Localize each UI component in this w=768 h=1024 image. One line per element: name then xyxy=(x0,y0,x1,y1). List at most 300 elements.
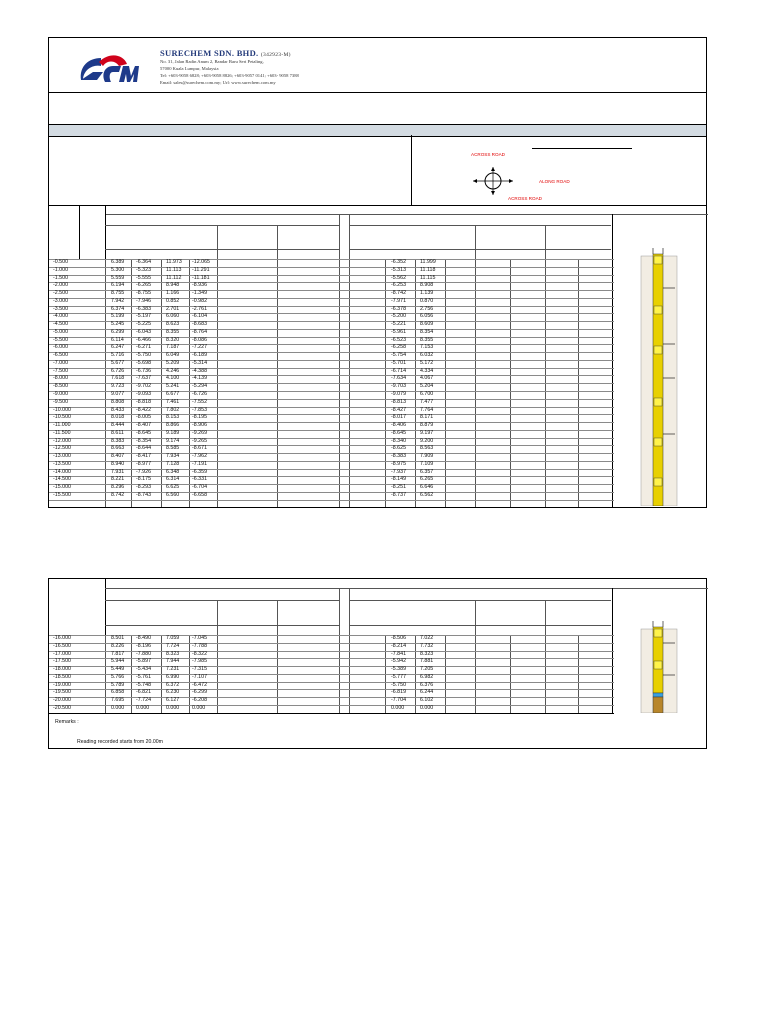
reading-cell: 7.059 xyxy=(166,635,180,641)
table-row xyxy=(49,469,614,477)
reading-cell: 8.320 xyxy=(166,336,180,343)
reading-cell: 5.766 xyxy=(111,673,125,680)
table-row xyxy=(49,476,614,484)
reading-cell: 6.060 xyxy=(166,313,180,320)
reading-cell: 5.241 xyxy=(166,383,180,390)
depth-cell: -10.500 xyxy=(53,414,71,421)
reading-cell: 9.077 xyxy=(111,391,125,398)
depth-cell: -16.500 xyxy=(53,642,71,649)
table-row xyxy=(49,438,614,446)
depth-cell: -4.500 xyxy=(53,321,69,328)
reading-cell: 6.560 xyxy=(166,491,180,498)
reading-cell: 7.618 xyxy=(111,375,125,382)
table-row xyxy=(49,391,614,399)
table-row xyxy=(49,651,614,659)
company-logo-icon xyxy=(79,50,139,88)
reading-cell: -8.906 xyxy=(192,422,208,429)
depth-cell: -4.000 xyxy=(53,313,69,320)
reading-cell: -5.197 xyxy=(136,313,152,320)
reading-cell: 6.114 xyxy=(111,336,124,343)
reading-cell: -5.754 xyxy=(391,352,407,359)
reading-cell: 4.246 xyxy=(166,367,180,374)
reading-cell: -5.701 xyxy=(391,359,407,366)
reading-cell: 6.230 xyxy=(166,689,180,696)
reading-cell: -8.764 xyxy=(192,328,208,335)
data-sheet-page-1 xyxy=(48,37,707,508)
reading-cell: -8.490 xyxy=(136,635,152,641)
reading-cell: -8.149 xyxy=(391,476,407,483)
reading-cell: -5.942 xyxy=(391,658,407,665)
table-row xyxy=(49,407,614,415)
table-row xyxy=(49,368,614,376)
reading-cell: -6.258 xyxy=(391,344,407,351)
reading-cell: 0.000 xyxy=(391,704,405,711)
reading-cell: 6.056 xyxy=(420,313,434,320)
reading-cell: 7.942 xyxy=(111,297,125,304)
reading-cell: -7.634 xyxy=(391,375,407,382)
reading-cell: 6.265 xyxy=(420,476,434,483)
reading-cell: 8.153 xyxy=(166,414,180,421)
reading-cell: 0.000 xyxy=(420,704,434,711)
reading-cell: -8.743 xyxy=(136,491,152,498)
reading-cell: -7.946 xyxy=(136,297,152,304)
reading-cell: 5.209 xyxy=(166,359,180,366)
reading-cell: 8.433 xyxy=(111,406,125,413)
reading-cell: -8.645 xyxy=(136,429,152,436)
reading-cell: 11.118 xyxy=(420,266,436,273)
reading-cell: -6.704 xyxy=(192,484,208,491)
table-row xyxy=(49,383,614,391)
reading-cell: 8.501 xyxy=(111,635,125,641)
reading-cell: 9.197 xyxy=(420,429,434,436)
reading-cell: 6.032 xyxy=(420,352,434,359)
reading-cell: 7.944 xyxy=(166,658,180,665)
reading-cell: 6.677 xyxy=(166,391,180,398)
reading-cell: -0.982 xyxy=(192,297,208,304)
reading-cell: -6.821 xyxy=(136,689,152,696)
table-row xyxy=(49,306,614,314)
depth-cell: -1.500 xyxy=(53,274,69,281)
depth-cell: -2.500 xyxy=(53,290,69,297)
depth-cell: -6.000 xyxy=(53,344,69,351)
reading-cell: 6.244 xyxy=(420,689,434,696)
reading-cell: 7.909 xyxy=(420,453,434,460)
reading-cell: 7.477 xyxy=(420,398,434,405)
reading-cell: -6.104 xyxy=(192,313,208,320)
reading-cell: 8.585 xyxy=(166,445,180,452)
depth-cell: -16.000 xyxy=(53,635,71,641)
reading-cell: 6.700 xyxy=(420,391,434,398)
reading-cell: 7.802 xyxy=(166,406,180,413)
reading-cell: -8.975 xyxy=(391,460,407,467)
reading-cell: -6.299 xyxy=(192,689,208,696)
reading-cell: 7.022 xyxy=(420,635,434,641)
reading-cell: -5.562 xyxy=(391,274,407,281)
table-row xyxy=(49,275,614,283)
depth-cell: -20.500 xyxy=(53,704,71,711)
reading-cell: 6.247 xyxy=(111,344,125,351)
depth-cell: -14.500 xyxy=(53,476,71,483)
reading-cell: -6.352 xyxy=(391,259,407,265)
depth-cell: -8.500 xyxy=(53,383,69,390)
reading-cell: 0.000 xyxy=(111,704,125,711)
table-row xyxy=(49,422,614,430)
reading-cell: -8.742 xyxy=(391,290,407,297)
reading-cell: -6.364 xyxy=(136,259,152,265)
table-row xyxy=(49,666,614,674)
table-row xyxy=(49,658,614,666)
reading-cell: -4.139 xyxy=(192,375,208,382)
table-row xyxy=(49,430,614,438)
reading-cell: 5.204 xyxy=(420,383,434,390)
reading-cell: 6.376 xyxy=(420,681,434,688)
reading-cell: 8.755 xyxy=(111,290,125,297)
reading-cell: 5.300 xyxy=(111,266,125,273)
reading-cell: -5.777 xyxy=(391,673,407,680)
reading-cell: 8.171 xyxy=(420,414,434,421)
depth-cell: -12.500 xyxy=(53,445,71,452)
depth-cell: -12.000 xyxy=(53,437,71,444)
reading-cell: -8.293 xyxy=(136,484,152,491)
reading-cell: -5.748 xyxy=(136,681,152,688)
reading-cell: -6.189 xyxy=(192,352,208,359)
reading-cell: -7.985 xyxy=(192,658,208,665)
reading-cell: 8.355 xyxy=(420,336,434,343)
depth-cell: -18.500 xyxy=(53,673,71,680)
depth-cell: -3.500 xyxy=(53,305,69,312)
table-row xyxy=(49,689,614,697)
table-row xyxy=(49,643,614,651)
table-row xyxy=(49,337,614,345)
reading-cell: 7.109 xyxy=(420,460,434,467)
reading-cell: -8.645 xyxy=(391,429,407,436)
divider xyxy=(49,92,706,93)
reading-cell: -9.269 xyxy=(192,429,208,436)
table-row xyxy=(49,313,614,321)
reading-cell: -8.683 xyxy=(192,321,208,328)
table-row xyxy=(49,682,614,690)
reading-cell: 5.199 xyxy=(111,313,125,320)
reading-cell: 8.611 xyxy=(111,429,124,436)
reading-cell: -7.191 xyxy=(192,460,208,467)
depth-cell: -9.000 xyxy=(53,391,69,398)
direction-label-across-top: ACROSS ROAD xyxy=(471,152,505,157)
table-row xyxy=(49,484,614,492)
reading-cell: 7.153 xyxy=(420,344,434,351)
reading-cell: -6.378 xyxy=(391,305,407,312)
table-row xyxy=(49,352,614,360)
reading-cell: -8.322 xyxy=(192,650,208,657)
table-row xyxy=(49,445,614,453)
reading-cell: -8.005 xyxy=(136,414,152,421)
reading-cell: 8.908 xyxy=(420,282,434,289)
reading-cell: 5.677 xyxy=(111,359,125,366)
reading-cell: -8.813 xyxy=(391,398,407,405)
reading-cell: 8.444 xyxy=(111,422,125,429)
reading-cell: -5.555 xyxy=(136,274,152,281)
reading-cell: 11.113 xyxy=(166,266,182,273)
reading-cell: 0.000 xyxy=(192,704,206,711)
reading-cell: -8.977 xyxy=(136,460,152,467)
reading-cell: -8.195 xyxy=(192,414,208,421)
reading-cell: -8.017 xyxy=(391,414,407,421)
reading-cell: -7.937 xyxy=(391,468,407,475)
reading-cell: -11.181 xyxy=(192,274,210,281)
reading-cell: 8.383 xyxy=(111,437,125,444)
reading-cell: 7.128 xyxy=(166,460,180,467)
reading-cell: -7.045 xyxy=(192,635,208,641)
depth-cell: -8.000 xyxy=(53,375,69,382)
reading-cell: -5.314 xyxy=(192,359,208,366)
reading-cell: -5.225 xyxy=(136,321,152,328)
reading-cell: -8.196 xyxy=(136,642,152,649)
reading-cell: -8.422 xyxy=(136,406,152,413)
reading-cell: 5.449 xyxy=(111,666,125,673)
section-header-band xyxy=(49,124,706,137)
depth-cell: -7.000 xyxy=(53,359,69,366)
reading-cell: 6.374 xyxy=(111,305,125,312)
reading-cell: 0.000 xyxy=(166,704,180,711)
reading-cell: -8.175 xyxy=(136,476,152,483)
reading-cell: 7.764 xyxy=(420,406,434,413)
depth-cell: -7.500 xyxy=(53,367,69,374)
depth-cell: -2.000 xyxy=(53,282,69,289)
data-table-1 xyxy=(49,259,614,501)
reading-cell: 5.559 xyxy=(111,274,125,281)
reading-cell: -6.383 xyxy=(136,305,152,312)
table-bottom-rule xyxy=(49,500,614,501)
reading-cell: 7.817 xyxy=(111,650,125,657)
reading-cell: 8.663 xyxy=(111,445,125,452)
reading-cell: 8.808 xyxy=(111,398,125,405)
reading-cell: 8.226 xyxy=(111,642,125,649)
reading-cell: -9.703 xyxy=(391,383,407,390)
reading-cell: -7.880 xyxy=(136,650,152,657)
reading-cell: 8.866 xyxy=(166,422,180,429)
reading-cell: 8.354 xyxy=(420,328,434,335)
reading-cell: 9.189 xyxy=(166,429,180,436)
reading-cell: 9.200 xyxy=(420,437,434,444)
reading-cell: 1.166 xyxy=(166,290,180,297)
reading-cell: 7.724 xyxy=(166,642,180,649)
depth-cell: -3.000 xyxy=(53,297,69,304)
company-address-1: No. 31, Jalan Radin Anum 2, Bandar Baru Seri Petaling, xyxy=(160,59,264,64)
reading-cell: -6.658 xyxy=(192,491,208,498)
reading-cell: 7.732 xyxy=(420,642,434,649)
table-row xyxy=(49,321,614,329)
reading-cell: -7.971 xyxy=(391,297,407,304)
reading-cell: 8.323 xyxy=(420,650,434,657)
reading-cell: 2.756 xyxy=(420,305,434,312)
reading-cell: 11.112 xyxy=(166,274,182,281)
direction-label-along: ALONG ROAD xyxy=(539,179,570,184)
reading-cell: 4.100 xyxy=(166,375,180,382)
reading-cell: 8.609 xyxy=(420,321,434,328)
divider xyxy=(411,135,412,205)
reading-cell: 11.115 xyxy=(420,274,436,281)
reading-cell: -8.755 xyxy=(136,290,152,297)
casing-profile-diagram xyxy=(639,248,679,506)
depth-cell: -11.500 xyxy=(53,429,71,436)
reading-cell: -7.788 xyxy=(192,642,208,649)
reading-cell: 6.990 xyxy=(166,673,180,680)
reading-cell: -8.644 xyxy=(136,445,152,452)
table-row xyxy=(49,282,614,290)
reading-cell: 2.701 xyxy=(166,305,180,312)
reading-cell: -5.750 xyxy=(391,681,407,688)
reading-cell: -1.349 xyxy=(192,290,208,297)
depth-cell: -13.000 xyxy=(53,453,71,460)
reading-cell: -8.506 xyxy=(391,635,407,641)
depth-cell: -9.500 xyxy=(53,398,69,405)
reading-cell: -7.227 xyxy=(192,344,208,351)
table-header xyxy=(49,205,708,259)
reading-cell: 6.299 xyxy=(111,328,125,335)
table-row xyxy=(49,298,614,306)
reading-cell: 6.102 xyxy=(420,697,434,704)
reading-cell: -5.200 xyxy=(391,313,407,320)
reading-cell: 7.881 xyxy=(420,658,434,665)
reading-cell: -7.962 xyxy=(192,453,208,460)
reading-cell: 5.789 xyxy=(111,681,125,688)
data-sheet-page-2 xyxy=(48,578,707,749)
reading-cell: -7.315 xyxy=(192,666,208,673)
reading-cell: 5.944 xyxy=(111,658,125,665)
reading-cell: 6.357 xyxy=(420,468,434,475)
reading-cell: 6.982 xyxy=(420,673,434,680)
reading-cell: 0.852 xyxy=(166,297,180,304)
reading-cell: -8.417 xyxy=(136,453,152,460)
reading-cell: -5.313 xyxy=(391,266,407,273)
reading-cell: 7.461 xyxy=(166,398,180,405)
reading-cell: -8.625 xyxy=(391,445,407,452)
depth-cell: -15.500 xyxy=(53,491,71,498)
reading-cell: 8.879 xyxy=(420,422,434,429)
reading-cell: 7.931 xyxy=(111,468,125,475)
table-row xyxy=(49,461,614,469)
depth-cell: -14.000 xyxy=(53,468,71,475)
reading-cell: 8.940 xyxy=(111,460,125,467)
reading-cell: 8.407 xyxy=(111,453,125,460)
reading-cell: -4.388 xyxy=(192,367,208,374)
reading-cell: 8.323 xyxy=(166,650,180,657)
reading-cell: 6.389 xyxy=(111,259,125,265)
reading-cell: -5.761 xyxy=(136,673,152,680)
reading-cell: 5.172 xyxy=(420,359,434,366)
table-row xyxy=(49,360,614,368)
reading-cell: -8.354 xyxy=(136,437,152,444)
reading-cell: 6.858 xyxy=(111,689,125,696)
reading-cell: -6.726 xyxy=(192,391,208,398)
reading-cell: -5.750 xyxy=(136,352,152,359)
reading-cell: 11.999 xyxy=(420,259,436,265)
reading-cell: -6.265 xyxy=(136,282,152,289)
reading-cell: -5.698 xyxy=(136,359,152,366)
depth-cell: -19.000 xyxy=(53,681,71,688)
reading-cell: -8.086 xyxy=(192,336,208,343)
depth-cell: -0.500 xyxy=(53,259,69,265)
reading-cell: 11.973 xyxy=(166,259,182,265)
reading-cell: 8.221 xyxy=(111,476,125,483)
table-row xyxy=(49,267,614,275)
reading-cell: -9.079 xyxy=(391,391,407,398)
reading-cell: 6.348 xyxy=(166,468,180,475)
reading-cell: 6.127 xyxy=(166,697,180,704)
reading-cell: -7.724 xyxy=(136,697,152,704)
casing-profile-icon xyxy=(639,248,679,506)
reading-cell: -7.552 xyxy=(192,398,208,405)
reading-cell: 9.723 xyxy=(111,383,125,390)
table-row xyxy=(49,453,614,461)
table-row xyxy=(49,375,614,383)
depth-cell: -6.500 xyxy=(53,352,69,359)
reading-cell: 6.625 xyxy=(166,484,180,491)
reading-cell: -5.961 xyxy=(391,328,407,335)
reading-cell: -5.434 xyxy=(136,666,152,673)
table-row xyxy=(49,705,614,713)
depth-cell: -1.000 xyxy=(53,266,69,273)
reading-cell: 6.562 xyxy=(420,491,434,498)
depth-cell: -15.000 xyxy=(53,484,71,491)
reading-cell: 7.205 xyxy=(420,666,434,673)
casing-profile-diagram-2 xyxy=(639,621,679,713)
reading-cell: -6.359 xyxy=(192,468,208,475)
reading-cell: -8.737 xyxy=(391,491,407,498)
reading-cell: -5.897 xyxy=(136,658,152,665)
reading-cell: -7.841 xyxy=(391,650,407,657)
table-row xyxy=(49,344,614,352)
reading-cell: 5.245 xyxy=(111,321,125,328)
depth-cell: -17.500 xyxy=(53,658,71,665)
casing-profile-icon xyxy=(639,621,679,713)
reading-cell: 6.726 xyxy=(111,367,125,374)
reading-cell: -2.761 xyxy=(192,305,208,312)
reading-cell: 0.870 xyxy=(420,297,434,304)
reading-cell: -12.065 xyxy=(192,259,210,265)
reading-cell: 6.314 xyxy=(166,476,180,483)
reading-cell: -9.093 xyxy=(136,391,152,398)
reading-cell: -8.383 xyxy=(391,453,407,460)
reading-cell: -6.466 xyxy=(136,336,152,343)
reading-cell: 4.334 xyxy=(420,367,434,374)
company-address-2: 57000 Kuala Lumpur, Malaysia xyxy=(160,66,219,71)
reading-cell: 5.716 xyxy=(111,352,125,359)
reading-cell: 6.194 xyxy=(111,282,125,289)
reading-cell: -7.853 xyxy=(192,406,208,413)
reading-cell: -7.926 xyxy=(136,468,152,475)
reading-cell: 8.296 xyxy=(111,484,125,491)
reading-cell: -7.637 xyxy=(136,375,152,382)
reading-cell: 7.231 xyxy=(166,666,180,673)
reading-cell: 6.372 xyxy=(166,681,180,688)
depth-cell: -11.000 xyxy=(53,422,71,429)
reading-cell: -6.253 xyxy=(391,282,407,289)
reading-cell: 8.742 xyxy=(111,491,125,498)
reading-cell: 7.695 xyxy=(111,697,125,704)
reading-cell: 9.174 xyxy=(166,437,180,444)
reading-cell: -6.523 xyxy=(391,336,407,343)
reading-cell: -5.323 xyxy=(136,266,152,273)
depth-cell: -20.000 xyxy=(53,697,71,704)
reading-cell: -9.265 xyxy=(192,437,208,444)
table-row xyxy=(49,329,614,337)
table-row xyxy=(49,674,614,682)
table-header-2 xyxy=(49,579,708,635)
depth-cell: -18.000 xyxy=(53,666,71,673)
reading-cell: -5.389 xyxy=(391,666,407,673)
depth-cell: -5.000 xyxy=(53,328,69,335)
divider xyxy=(49,713,614,714)
